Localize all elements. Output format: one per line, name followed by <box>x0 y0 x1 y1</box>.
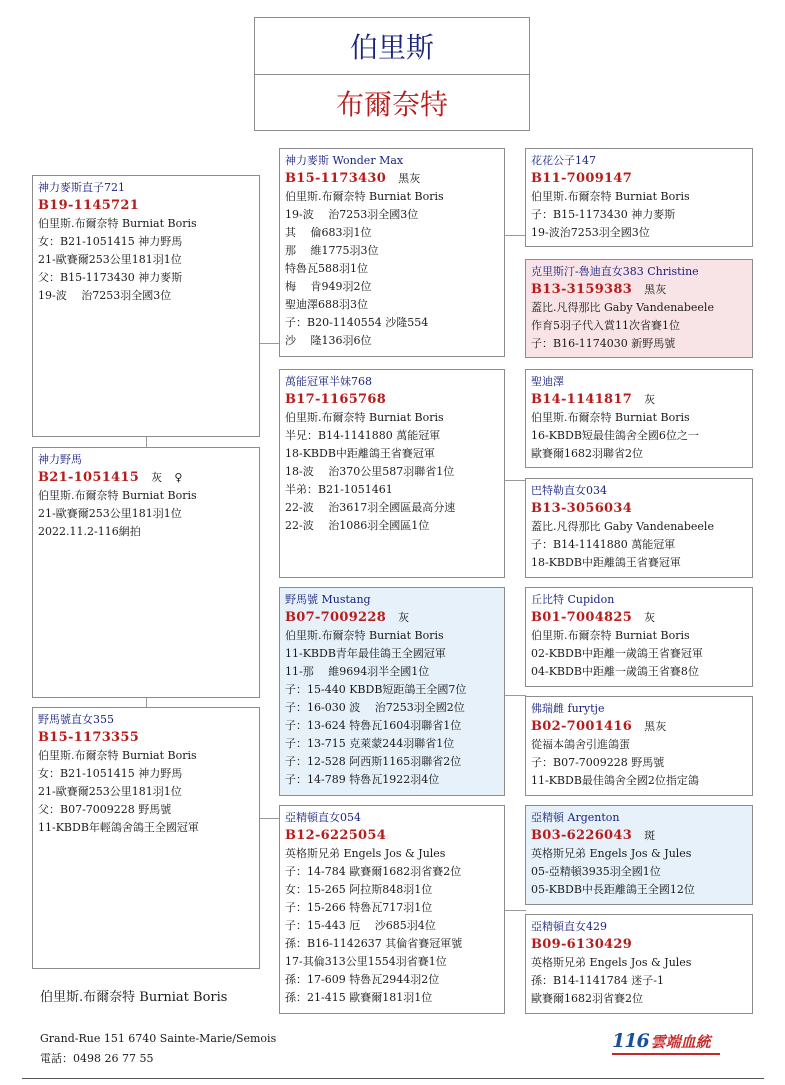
info-line: 11-KBDB年輕鴿舍鴿王全國冠軍 <box>38 821 199 834</box>
info-line: 伯里斯.布爾奈特 Burniat Boris <box>285 629 444 642</box>
info-line: 伯里斯.布爾奈特 Burniat Boris <box>38 749 197 762</box>
female-icon: ♀ <box>174 471 183 484</box>
info-line: 04-KBDB中距離一歲鴿王省賽8位 <box>531 665 699 678</box>
info-line: 17-其倫313公里1554羽省賽1位 <box>285 955 447 968</box>
ring-line <box>531 827 748 845</box>
info-line: 從福本鴿舍引進鴿蛋 <box>531 738 630 751</box>
bird-name: 亞精頓 Argenton <box>531 811 620 824</box>
pedigree-box-g3 <box>525 148 753 247</box>
bottom-divider <box>22 1078 764 1079</box>
logo <box>612 1030 711 1052</box>
bird-name: 聖迪澤 <box>531 375 564 388</box>
owner-title: 伯里斯 <box>255 18 529 75</box>
info-line: 21-歐賽爾253公里181羽1位 <box>38 507 182 520</box>
info-line: 子：15-440 KBDB短距鴿王全國7位 <box>285 683 467 696</box>
pedigree-box-g3 <box>525 587 753 687</box>
info-line: 2022.11.2-116網拍 <box>38 525 141 538</box>
color-label: 黑灰 <box>398 172 421 185</box>
bird-name: 亞精頓直女054 <box>285 811 361 824</box>
info-line: 孫：B14-1141784 迷子-1 <box>531 974 664 987</box>
info-line: 伯里斯.布爾奈特 Burniat Boris <box>285 411 444 424</box>
info-line: 子：B15-1173430 神力麥斯 <box>531 208 676 221</box>
breeder-name: 伯里斯.布爾奈特 Burniat Boris <box>40 990 228 1005</box>
info-line: 19-波 治7253羽全國3位 <box>285 208 419 221</box>
ring-number: B19-1145721 <box>38 198 140 213</box>
pedigree-box-g3 <box>525 696 753 796</box>
ring-number: B09-6130429 <box>531 937 633 952</box>
connector-line <box>260 818 280 819</box>
info-line: 孫：17-609 特魯瓦2944羽2位 <box>285 973 440 986</box>
ring-line <box>285 170 500 188</box>
info-line: 子：14-789 特魯瓦1922羽4位 <box>285 773 440 786</box>
info-line: 父：B15-1173430 神力麥斯 <box>38 271 183 284</box>
pedigree-box-g2-dam-dam <box>279 805 505 1014</box>
info-line: 伯里斯.布爾奈特 Burniat Boris <box>531 629 690 642</box>
info-line: 11-那 維9694羽半全國1位 <box>285 665 430 678</box>
color-label: 灰 <box>644 611 656 624</box>
pedigree-box-g2-sire-dam <box>279 369 505 578</box>
ring-line <box>38 469 255 487</box>
pedigree-box-g3 <box>525 259 753 358</box>
bird-name: 克里斯汀-魯迪直女383 Christine <box>531 265 699 278</box>
ring-number: B07-7009228 <box>285 610 387 625</box>
info-line: 伯里斯.布爾奈特 Burniat Boris <box>38 217 197 230</box>
info-line: 18-波 治370公里587羽聯省1位 <box>285 465 455 478</box>
info-line: 蓋比.凡得那比 Gaby Vandenabeele <box>531 520 714 533</box>
info-line: 子：15-443 厄 沙685羽4位 <box>285 919 436 932</box>
info-line: 02-KBDB中距離一歲鴿王省賽冠軍 <box>531 647 703 660</box>
info-line: 05-KBDB中長距離鴿王全國12位 <box>531 883 695 896</box>
address: Grand-Rue 151 6740 Sainte-Marie/Semois <box>40 1032 277 1045</box>
pedigree-box-subject <box>32 447 260 698</box>
info-line: 女：B21-1051415 神力野馬 <box>38 767 183 780</box>
info-line: 子：13-715 克萊蒙244羽聯省1位 <box>285 737 455 750</box>
info-line: 特魯瓦588羽1位 <box>285 262 368 275</box>
info-line: 18-KBDB中距離鴿王省賽冠軍 <box>531 556 681 569</box>
info-line: 19-波 治7253羽全國3位 <box>38 289 172 302</box>
info-line: 梅 肯949羽2位 <box>285 280 372 293</box>
info-line: 子：12-528 阿西斯1165羽聯省2位 <box>285 755 462 768</box>
info-line: 半弟：B21-1051461 <box>285 483 393 496</box>
ring-number: B14-1141817 <box>531 392 633 407</box>
info-line: 22-波 治1086羽全國區1位 <box>285 519 430 532</box>
info-line: 聖迪澤688羽3位 <box>285 298 368 311</box>
ring-number: B12-6225054 <box>285 828 387 843</box>
bird-name: 神力野馬 <box>38 453 82 466</box>
color-label: 灰 <box>151 471 163 484</box>
ring-line <box>531 718 748 736</box>
info-line: 孫：21-415 歐賽爾181羽1位 <box>285 991 433 1004</box>
ring-line <box>531 609 748 627</box>
info-line: 伯里斯.布爾奈特 Burniat Boris <box>531 190 690 203</box>
color-label: 斑 <box>644 829 656 842</box>
info-line: 歐賽爾1682羽省賽2位 <box>531 992 643 1005</box>
info-line: 半兄：B14-1141880 萬能冠軍 <box>285 429 441 442</box>
info-line: 伯里斯.布爾奈特 Burniat Boris <box>38 489 197 502</box>
connector-line <box>260 343 280 344</box>
info-line: 英格斯兄弟 Engels Jos & Jules <box>531 847 692 860</box>
bird-name: 巴特勒直女034 <box>531 484 607 497</box>
info-line: 英格斯兄弟 Engels Jos & Jules <box>285 847 446 860</box>
pedigree-box-dam <box>32 707 260 969</box>
info-line: 歐賽爾1682羽聯省2位 <box>531 447 643 460</box>
connector-line <box>505 480 526 481</box>
info-line: 蓋比.凡得那比 Gaby Vandenabeele <box>531 301 714 314</box>
bird-name: 佛瑞雌 furytje <box>531 702 605 715</box>
info-line: 11-KBDB最佳鴿舍全國2位指定鴿 <box>531 774 699 787</box>
ring-number: B21-1051415 <box>38 470 140 485</box>
color-label: 灰 <box>644 393 656 406</box>
surname-title: 布爾奈特 <box>335 88 448 121</box>
info-line: 子：B07-7009228 野馬號 <box>531 756 665 769</box>
info-line: 孫：B16-1142637 其倫省賽冠軍號 <box>285 937 463 950</box>
bird-name: 萬能冠軍半妹768 <box>285 375 372 388</box>
pedigree-box-g2-dam-sire <box>279 587 505 796</box>
info-line: 那 維1775羽3位 <box>285 244 379 257</box>
pedigree-box-g2-sire-sire <box>279 148 505 357</box>
color-label: 灰 <box>398 611 410 624</box>
info-line: 父：B07-7009228 野馬號 <box>38 803 172 816</box>
info-line: 其 倫683羽1位 <box>285 226 372 239</box>
color-label: 黑灰 <box>644 720 667 733</box>
info-line: 伯里斯.布爾奈特 Burniat Boris <box>285 190 444 203</box>
bird-name: 神力麥斯 Wonder Max <box>285 154 404 167</box>
connector-line <box>146 436 147 447</box>
connector-line <box>505 235 526 236</box>
ring-number: B03-6226043 <box>531 828 633 843</box>
ring-number: B13-3159383 <box>531 282 633 297</box>
info-line: 11-KBDB青年最佳鴿王全國冠軍 <box>285 647 446 660</box>
ring-number: B02-7001416 <box>531 719 633 734</box>
connector-line <box>146 697 147 707</box>
ring-number: B13-3056034 <box>531 501 633 516</box>
info-line: 16-KBDB短最佳鴿舍全國6位之一 <box>531 429 699 442</box>
title-box <box>254 17 530 131</box>
bird-name: 神力麥斯直子721 <box>38 181 125 194</box>
bird-name: 花花公子147 <box>531 154 596 167</box>
bird-name: 丘比特 Cupidon <box>531 593 615 606</box>
info-line: 21-歐賽爾253公里181羽1位 <box>38 253 182 266</box>
info-line: 子：14-784 歐賽爾1682羽省賽2位 <box>285 865 462 878</box>
info-line: 伯里斯.布爾奈特 Burniat Boris <box>531 411 690 424</box>
info-line: 作育5羽子代入賞11次省賽1位 <box>531 319 680 332</box>
bird-name: 野馬號 Mustang <box>285 593 371 606</box>
pedigree-box-g3 <box>525 369 753 468</box>
info-line: 女：15-265 阿拉斯848羽1位 <box>285 883 433 896</box>
ring-number: B11-7009147 <box>531 171 633 186</box>
info-line: 子：B14-1141880 萬能冠軍 <box>531 538 676 551</box>
ring-line <box>531 281 748 299</box>
info-line: 22-波 治3617羽全國區最高分速 <box>285 501 456 514</box>
ring-line <box>531 391 748 409</box>
logo-underline <box>612 1053 720 1055</box>
pedigree-box-g3 <box>525 478 753 578</box>
phone: 電話：0498 26 77 55 <box>40 1052 154 1065</box>
info-line: 子：13-624 特魯瓦1604羽聯省1位 <box>285 719 462 732</box>
logo-text: 雲端血統 <box>650 1033 711 1051</box>
info-line: 05-亞精頓3935羽全國1位 <box>531 865 661 878</box>
info-line: 子：B20-1140554 沙隆554 <box>285 316 429 329</box>
ring-number: B17-1165768 <box>285 392 387 407</box>
pedigree-box-g3 <box>525 914 753 1014</box>
info-line: 21-歐賽爾253公里181羽1位 <box>38 785 182 798</box>
ring-number: B15-1173355 <box>38 730 140 745</box>
ring-line <box>285 609 500 627</box>
ring-number: B01-7004825 <box>531 610 633 625</box>
bird-name: 野馬號直女355 <box>38 713 114 726</box>
bird-name: 亞精頓直女429 <box>531 920 607 933</box>
pedigree-box-g3 <box>525 805 753 905</box>
logo-number: 116 <box>612 1030 649 1052</box>
info-line: 子：B16-1174030 新野馬號 <box>531 337 676 350</box>
info-line: 子：15-266 特魯瓦717羽1位 <box>285 901 433 914</box>
info-line: 女：B21-1051415 神力野馬 <box>38 235 183 248</box>
ring-number: B15-1173430 <box>285 171 387 186</box>
color-label: 黑灰 <box>644 283 667 296</box>
connector-line <box>505 910 526 911</box>
info-line: 18-KBDB中距離鴿王省賽冠軍 <box>285 447 435 460</box>
connector-line <box>505 695 526 696</box>
info-line: 子：16-030 波 治7253羽全國2位 <box>285 701 465 714</box>
info-line: 沙 隆136羽6位 <box>285 334 372 347</box>
pedigree-box-sire <box>32 175 260 437</box>
info-line: 英格斯兄弟 Engels Jos & Jules <box>531 956 692 969</box>
info-line: 19-波治7253羽全國3位 <box>531 226 650 239</box>
